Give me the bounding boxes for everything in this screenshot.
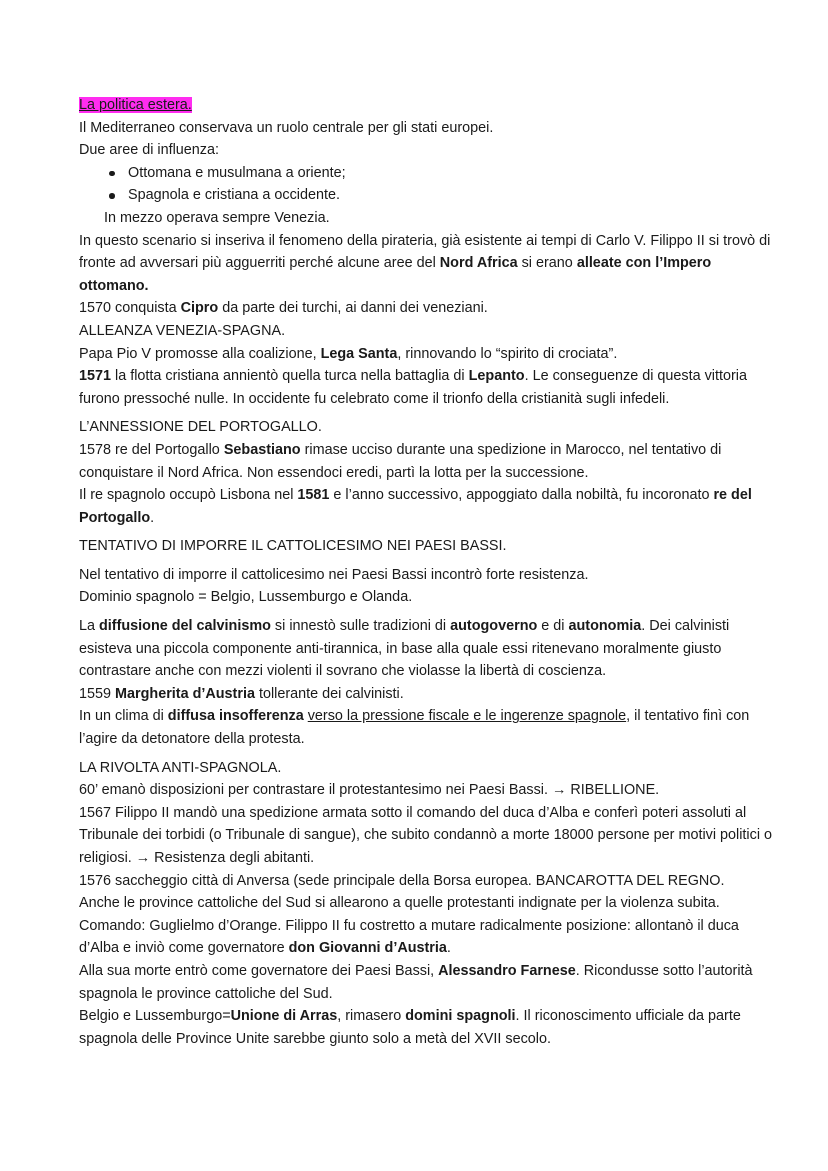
- text-run: si innestò sulle tradizioni di: [270, 618, 451, 635]
- text-run: 1559: [79, 685, 116, 702]
- text-run: e di: [537, 618, 569, 635]
- text-run: Alla sua morte entrò come governatore dei Paesi Bassi,: [79, 962, 439, 979]
- margherita-line: [79, 683, 778, 706]
- text-run: e l’anno successivo, appoggiato dalla nobiltà, fu incoronato: [329, 487, 714, 504]
- bullet-text-2: Spagnola e cristiana a occidente.: [128, 187, 341, 204]
- text-run: da parte dei turchi, ai danni dei veneziani.: [218, 300, 488, 317]
- bold-run: domini spagnoli: [405, 1008, 516, 1025]
- text-run: rimase ucciso durante una spedizione in Marocco, nel tentativo di conquistare il Nord Africa. Non essendoci eredi, partì la lotta per la successione.: [79, 441, 722, 481]
- bullet-text-1: Ottomana e musulmana a oriente;: [128, 164, 346, 181]
- text-run: . Le conseguenze di questa vittoria furono pressoché nulle. In occidente fu celebrato come il trionfo della cristianità sugli infedeli.: [79, 368, 747, 407]
- rivolta-line-3: 1576 saccheggio città di Anversa (sede principale della Borsa europea. BANCAROTTA DEL REGNO.: [79, 872, 725, 889]
- bold-run: Unione di Arras: [230, 1008, 338, 1025]
- rivolta-line-1: 60’ emanò disposizioni per contrastare il protestantesimo nei Paesi Bassi. → RIBELLIONE.: [79, 782, 660, 799]
- text-run: Anche le province cattoliche del Sud si allearono a quelle protestanti indignate per la violenza subita. Comando: Guglielmo d’Orange. Filippo II fu costretto a mutare radicalmente posizione: allontanò il duca d’Alba e inviò come governatore: [79, 895, 739, 957]
- text-run: . Dei calvinisti esisteva una piccola componente anti-tirannica, in base alla quale essi ritenevano moralmente giusto contrastare anche con mezzi violenti il sovrano che violasse la libertà di coscienza.: [79, 618, 730, 680]
- bold-run: Nord Africa: [439, 255, 518, 272]
- resistenza-line: Nel tentativo di imporre il cattolicesimo nei Paesi Bassi incontrò forte resistenza.: [79, 566, 589, 583]
- text-run: tollerante dei calvinisti.: [254, 685, 404, 702]
- intro-line-1: Il Mediterraneo conservava un ruolo centrale per gli stati europei.: [79, 119, 494, 136]
- bullet-list: [79, 162, 778, 207]
- cipro-line: [79, 297, 778, 320]
- venezia-line: In mezzo operava sempre Venezia.: [104, 209, 330, 226]
- heading-alleanza: ALLEANZA VENEZIA-SPAGNA.: [79, 322, 286, 339]
- bullet-icon: [109, 193, 115, 199]
- calvinismo-paragraph: [79, 615, 778, 683]
- section-title: La politica estera.: [79, 97, 192, 113]
- bold-run: Cipro: [180, 300, 219, 317]
- bullet-icon: [109, 171, 115, 177]
- intro-line-2: Due aree di influenza:: [79, 142, 219, 159]
- farnese-paragraph: [79, 960, 778, 1005]
- text-run: Il re spagnolo occupò Lisbona nel: [79, 487, 298, 504]
- rivolta-line-2: 1567 Filippo II mandò una spedizione armata sotto il comando del duca d’Alba e conferì poteri assoluti al Tribunale dei torbidi (o Tribunale di sangue), che subito condannò a morte 18000 persone per motivi politici o religiosi. → Resistenza degli abitanti.: [79, 804, 773, 866]
- bold-run: don Giovanni d’Austria: [288, 940, 447, 957]
- bold-run: Alessandro Farnese: [438, 962, 576, 979]
- province-paragraph: [79, 892, 778, 960]
- text-run: . Il riconoscimento ufficiale da parte spagnola delle Province Unite sarebbe giunto solo a metà del XVII secolo.: [79, 1008, 741, 1047]
- text-run: . Ricondusse sotto l’autorità spagnola le province cattoliche del Sud.: [79, 962, 753, 1002]
- list-item: [79, 162, 778, 185]
- lega-line: [79, 343, 778, 366]
- heading-portogallo: L’ANNESSIONE DEL PORTOGALLO.: [79, 419, 322, 436]
- dominio-line: Dominio spagnolo = Belgio, Lussemburgo e Olanda.: [79, 589, 413, 606]
- bold-run: diffusione del calvinismo: [99, 618, 271, 635]
- section-title-wrap: [79, 94, 778, 117]
- insofferenza-paragraph: [79, 705, 778, 750]
- bold-run: Sebastiano: [223, 441, 301, 458]
- text-run: In questo scenario si inseriva il fenomeno della pirateria, già esistente ai tempi di Carlo V. Filippo II si trovò di fronte ad avversari più agguerriti perché alcune aree del: [79, 232, 771, 272]
- text-run: Papa Pio V promosse alla coalizione,: [79, 345, 321, 362]
- text-run: 1578 re del Portogallo: [79, 441, 224, 458]
- text-run: 1570 conquista: [79, 300, 181, 317]
- text-run: la flotta cristiana annientò quella turca nella battaglia di: [111, 368, 469, 385]
- text-run: Belgio e Lussemburgo=: [79, 1008, 231, 1025]
- underlined-run: verso la pressione fiscale e le ingerenze spagnole: [307, 708, 627, 725]
- bold-run: re del Portogallo: [79, 487, 752, 526]
- bold-run: Margherita d’Austria: [115, 685, 255, 702]
- text-run: .: [446, 940, 451, 957]
- pirateria-paragraph: [79, 230, 778, 298]
- bold-run: alleate con l’Impero ottomano.: [79, 255, 712, 294]
- lisbona-paragraph: [79, 484, 778, 529]
- bold-run: 1581: [297, 487, 330, 504]
- bold-run: Lega Santa: [320, 345, 398, 362]
- bold-run: diffusa insofferenza: [167, 708, 304, 725]
- bold-run: autonomia: [568, 618, 642, 635]
- heading-paesi-bassi: TENTATIVO DI IMPORRE IL CATTOLICESIMO NEI PAESI BASSI.: [79, 538, 507, 555]
- text-run: , il tentativo finì con l’agire da detonatore della protesta.: [79, 708, 750, 748]
- heading-rivolta: LA RIVOLTA ANTI-SPAGNOLA.: [79, 759, 282, 776]
- text-run: , rimasero: [337, 1008, 406, 1025]
- lepanto-paragraph: [79, 365, 778, 410]
- text-run: .: [150, 509, 155, 526]
- bold-run: 1571: [79, 368, 112, 385]
- list-item: [79, 184, 778, 207]
- text-run: In un clima di: [79, 708, 168, 725]
- bold-run: Lepanto: [468, 368, 525, 385]
- text-run: si erano: [517, 255, 577, 272]
- text-run: , rinnovando lo “spirito di crociata”.: [397, 345, 618, 362]
- bold-run: autogoverno: [450, 618, 538, 635]
- sebastiano-paragraph: [79, 439, 778, 484]
- arras-paragraph: [79, 1005, 778, 1050]
- text-run: La: [79, 618, 100, 635]
